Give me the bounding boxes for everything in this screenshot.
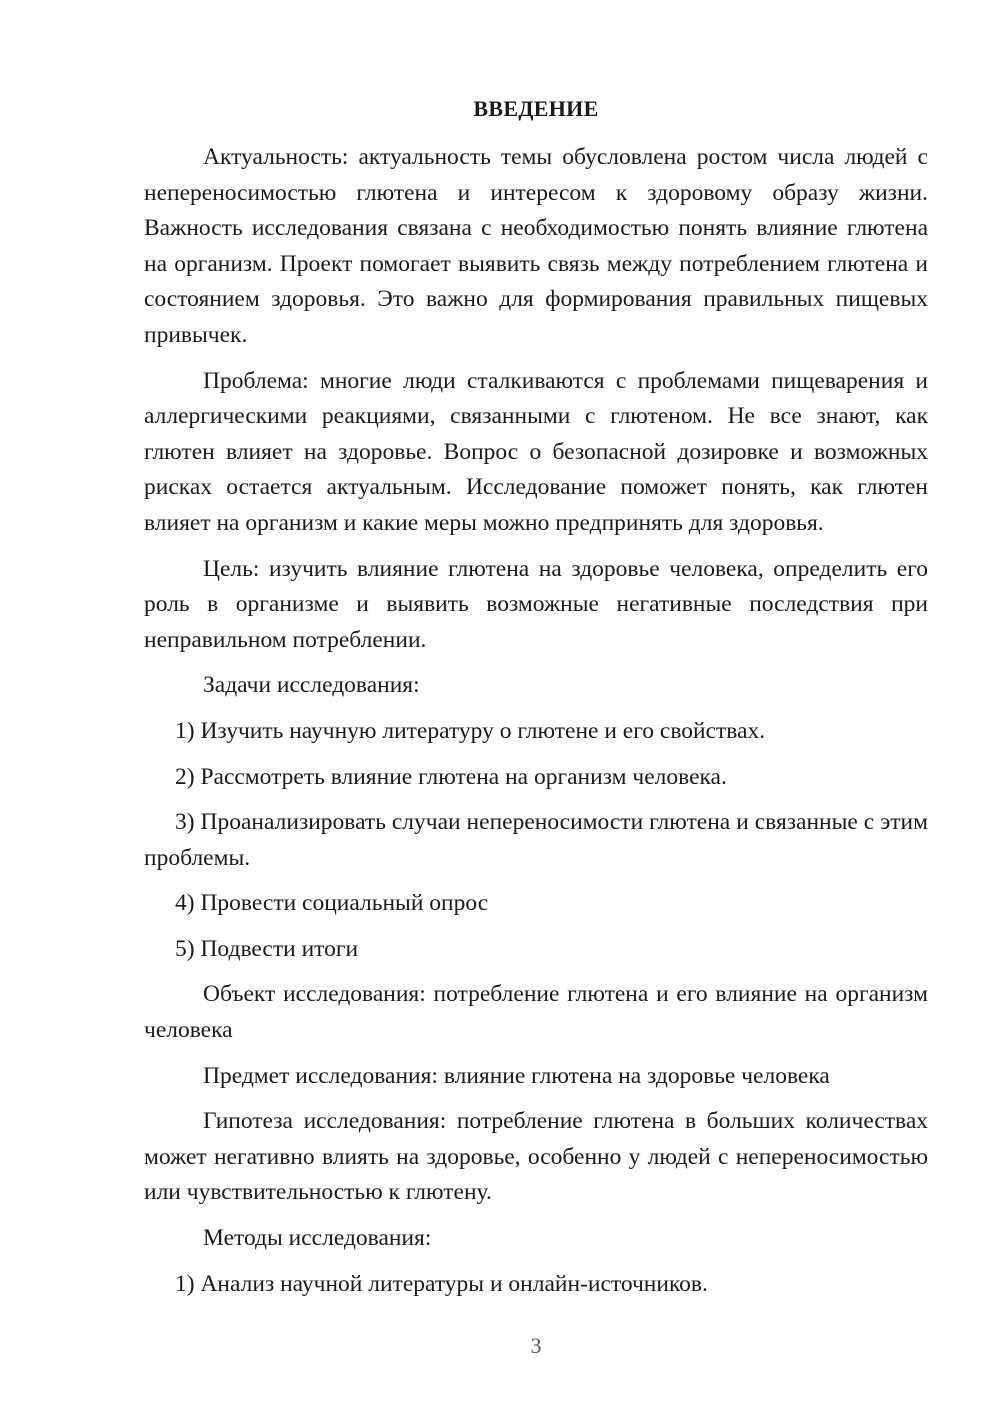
paragraph-object: Объект исследования: потребление глютена и его влияние на организм человека [144, 981, 928, 1044]
task-item: 4) Провести социальный опрос [175, 890, 489, 917]
task-item: 1) Изучить научную литературу о глютене и его свойствах. [175, 717, 766, 744]
task-item: 3) Проанализировать случаи непереносимости глютена и связанные с этим проблемы. [144, 809, 928, 871]
task-item: 2) Рассмотреть влияние глютена на организм человека. [175, 763, 727, 790]
paragraph-goal: Цель: изучить влияние глютена на здоровье человека, определить его роль в организме и выявить возможные негативные последствия при неправильном потреблении. [144, 555, 928, 653]
page-title: ВВЕДЕНИЕ [473, 96, 599, 121]
paragraph-relevance: Актуальность: актуальность темы обусловлена ростом числа людей с непереносимостью глютена и интересом к здоровому образу жизни. Важность исследования связана с необходимостью понять влияние глютена на организм. Проект помогает выявить связь между потреблением глютена и состоянием здоровья. Это важно для формирования правильных пищевых привычек. [144, 144, 928, 348]
tasks-heading: Задачи исследования: [203, 672, 420, 699]
paragraph-subject: Предмет исследования: влияние глютена на здоровье человека [203, 1062, 830, 1089]
paragraph-hypothesis: Гипотеза исследования: потребление глютена в больших количествах может негативно влиять на здоровье, особенно у людей с непереносимостью или чувствительностью к глютену. [144, 1108, 928, 1206]
page-number: 3 [530, 1333, 542, 1358]
paragraph-problem: Проблема: многие люди сталкиваются с проблемами пищеварения и аллергическими реакциями, связанными с глютеном. Не все знают, как глютен влияет на здоровье. Вопрос о безопасной дозировке и возможных рисках остается актуальным. Исследование поможет понять, как глютен влияет на организм и какие меры можно предпринять для здоровья. [144, 367, 928, 536]
task-item: 5) Подвести итоги [175, 935, 359, 962]
document-body [144, 140, 928, 1312]
methods-heading: Методы исследования: [203, 1225, 432, 1252]
method-item: 1) Анализ научной литературы и онлайн-источников. [175, 1270, 708, 1297]
